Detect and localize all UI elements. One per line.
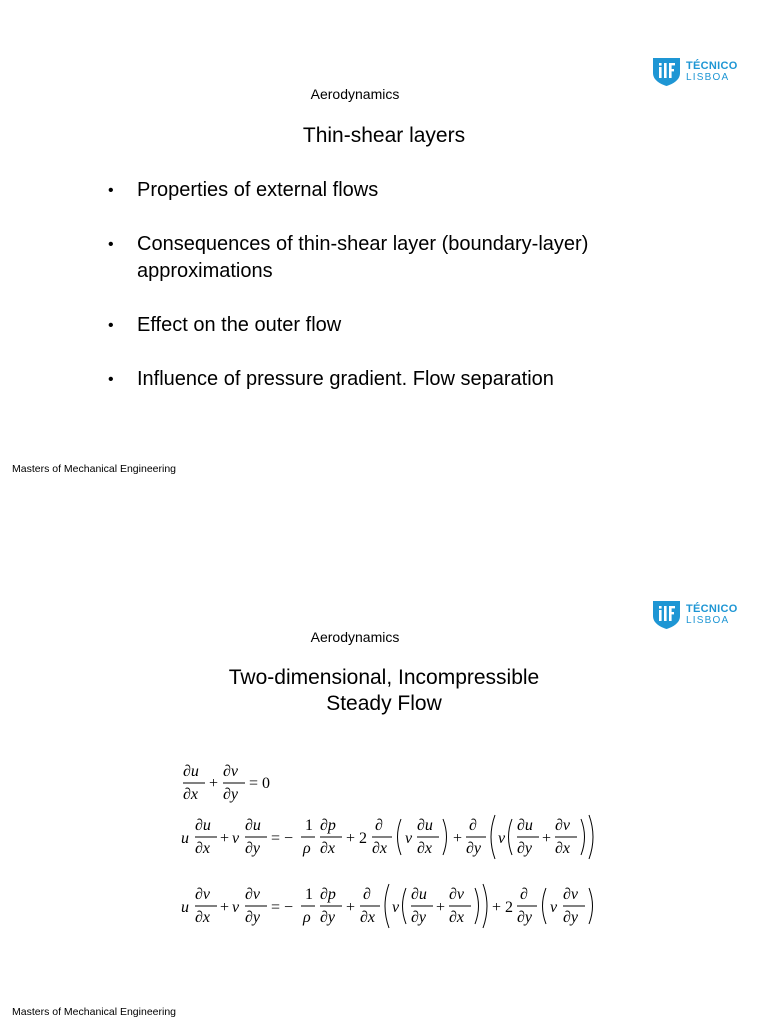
svg-text:∂v: ∂v [245, 886, 261, 903]
tecnico-lisboa-logo [653, 601, 738, 629]
svg-text:+: + [346, 899, 356, 916]
slide-title: Thin-shear layers [302, 124, 466, 147]
svg-text:∂y: ∂y [411, 909, 427, 926]
svg-text:∂v: ∂v [223, 763, 239, 780]
svg-text:∂x: ∂x [417, 840, 433, 857]
slide-title-line2: Steady Flow [326, 692, 442, 715]
tecnico-shield-icon [653, 58, 680, 86]
svg-text:∂u: ∂u [517, 817, 533, 834]
svg-text:∂x: ∂x [360, 909, 376, 926]
svg-text:∂u: ∂u [411, 886, 427, 903]
svg-text:v: v [232, 899, 240, 916]
svg-text:∂v: ∂v [555, 817, 571, 834]
svg-text:+: + [453, 830, 463, 847]
tecnico-lisboa-logo [653, 58, 738, 86]
svg-text:∂y: ∂y [466, 840, 482, 857]
svg-text:ν: ν [392, 899, 400, 916]
svg-text:∂x: ∂x [195, 840, 211, 857]
bullet-list [108, 177, 708, 420]
svg-text:∂y: ∂y [245, 840, 261, 857]
svg-text:v: v [232, 830, 240, 847]
bullet-text: Properties of external flows [137, 179, 379, 201]
course-name: Aerodynamics [310, 629, 400, 645]
svg-text:+ 2: + 2 [346, 830, 368, 847]
svg-text:+: + [220, 830, 230, 847]
svg-text:∂y: ∂y [245, 909, 261, 926]
footer-text: Masters of Mechanical Engineering [12, 463, 177, 475]
logo-text-line1: TÉCNICO [686, 603, 738, 615]
logo-text-line2: LISBOA [686, 615, 730, 626]
continuity-equation [183, 763, 270, 803]
bullet-item: • Consequences of thin-shear layer (boundary-layer) approximations [108, 233, 589, 282]
svg-text:∂v: ∂v [449, 886, 465, 903]
svg-text:∂y: ∂y [563, 909, 579, 926]
svg-text:∂x: ∂x [183, 786, 199, 803]
svg-text:∂: ∂ [363, 886, 371, 903]
svg-text:+: + [220, 899, 230, 916]
svg-text:∂x: ∂x [195, 909, 211, 926]
y-momentum-equation [181, 884, 593, 928]
svg-text:ν: ν [405, 830, 413, 847]
svg-text:u: u [181, 830, 189, 847]
svg-text:∂v: ∂v [563, 886, 579, 903]
svg-text:+: + [436, 899, 446, 916]
logo-text-line1: TÉCNICO [686, 60, 738, 72]
bullet-text: Consequences of thin-shear layer (boundary-layer) approximations [137, 233, 589, 282]
slide-2 [0, 543, 768, 1024]
svg-text:∂x: ∂x [555, 840, 571, 857]
slide-title [186, 665, 582, 717]
svg-text:+: + [542, 830, 552, 847]
svg-text:∂p: ∂p [320, 886, 336, 903]
svg-text:∂u: ∂u [183, 763, 199, 780]
svg-text:∂: ∂ [520, 886, 528, 903]
bullet-text: Influence of pressure gradient. Flow separation [137, 368, 554, 390]
svg-text:∂: ∂ [469, 817, 477, 834]
bullet-item: • Properties of external flows [108, 179, 379, 201]
svg-text:∂x: ∂x [372, 840, 388, 857]
svg-text:∂u: ∂u [417, 817, 433, 834]
x-momentum-equation [181, 815, 593, 859]
svg-text:∂u: ∂u [195, 817, 211, 834]
svg-text:∂p: ∂p [320, 817, 336, 834]
svg-text:∂y: ∂y [223, 786, 239, 803]
bullet-text: Effect on the outer flow [137, 314, 342, 336]
svg-text:∂y: ∂y [517, 840, 533, 857]
svg-text:∂y: ∂y [517, 909, 533, 926]
svg-text:= −: = − [271, 830, 294, 847]
svg-text:∂: ∂ [375, 817, 383, 834]
svg-text:+: + [209, 775, 219, 792]
svg-text:ρ: ρ [303, 840, 311, 857]
slide-title-line1: Two-dimensional, Incompressible [228, 666, 540, 689]
svg-text:∂u: ∂u [245, 817, 261, 834]
course-name: Aerodynamics [310, 86, 400, 102]
svg-text:ρ: ρ [303, 909, 311, 926]
svg-text:1: 1 [305, 817, 313, 834]
footer-text: Masters of Mechanical Engineering [12, 1006, 177, 1018]
navier-stokes-equations [175, 761, 605, 941]
svg-text:= 0: = 0 [249, 775, 271, 792]
logo-text-line2: LISBOA [686, 72, 730, 83]
svg-text:+ 2: + 2 [492, 899, 514, 916]
svg-text:∂v: ∂v [195, 886, 211, 903]
svg-text:1: 1 [305, 886, 313, 903]
tecnico-shield-icon [653, 601, 680, 629]
svg-text:u: u [181, 899, 189, 916]
bullet-item: • Influence of pressure gradient. Flow separation [108, 368, 554, 390]
svg-text:= −: = − [271, 899, 294, 916]
svg-text:ν: ν [550, 899, 558, 916]
svg-text:∂x: ∂x [449, 909, 465, 926]
svg-text:∂x: ∂x [320, 840, 336, 857]
svg-text:∂y: ∂y [320, 909, 336, 926]
bullet-item: • Effect on the outer flow [108, 314, 342, 336]
svg-text:ν: ν [498, 830, 506, 847]
